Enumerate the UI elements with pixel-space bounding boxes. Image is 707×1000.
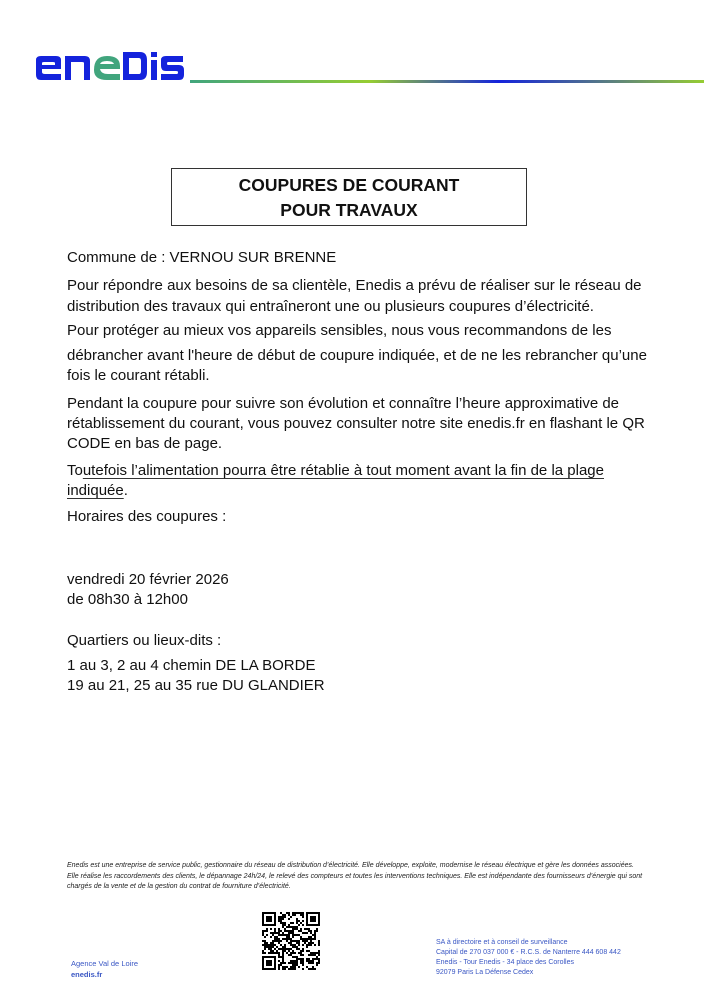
para1-line1: Pour répondre aux besoins de sa clientèle, Enedis a prévu de réaliser sur le réseau de xyxy=(67,277,642,294)
warning-line2 xyxy=(67,481,128,501)
para3-line3: CODE en bas de page. xyxy=(67,435,223,452)
title-box xyxy=(171,168,527,226)
qr-code-image[interactable] xyxy=(262,912,320,970)
enedis-logo xyxy=(34,50,186,84)
warning-line2-underlined: indiquée xyxy=(67,482,124,499)
footer-note: Enedis est une entreprise de service public, gestionnaire du réseau de distribution d’électricité. Elle développe, exploite, modernise le réseau électrique et gère les données associées. Elle réalise les raccordements des clients, le dépannage 24h/24, le relevé des compteurs et toutes les interventions techniques. Elle est indépendante des fournisseurs d’énergie qui sont chargés de la vente et de la gestion du contrat de fourniture d’électricité. xyxy=(67,862,643,890)
header-divider xyxy=(190,80,704,83)
legal-line-4: 92079 Paris La Défense Cedex xyxy=(436,969,534,976)
agency-block xyxy=(71,958,138,980)
qr-code[interactable] xyxy=(262,912,320,970)
para3-line2: rétablissement du courant, vous pouvez consulter notre site enedis.fr en flashant le QR xyxy=(67,415,645,432)
legal-line-3: Enedis - Tour Enedis - 34 place des Corolles xyxy=(436,959,575,966)
commune: Commune de : VERNOU SUR BRENNE xyxy=(67,249,337,266)
para1-line2: distribution des travaux qui entraîneront une ou plusieurs coupures d’électricité. xyxy=(67,298,594,315)
website-link[interactable]: enedis.fr xyxy=(71,970,103,979)
para2-line3: fois le courant rétabli. xyxy=(67,367,210,384)
warning-line2-end: . xyxy=(123,482,128,499)
place-item: 19 au 21, 25 au 35 rue DU GLANDIER xyxy=(67,677,325,694)
warning-line1-start: To xyxy=(67,462,83,479)
place-item: 1 au 3, 2 au 4 chemin DE LA BORDE xyxy=(67,657,316,674)
places-label: Quartiers ou lieux-dits : xyxy=(67,632,222,649)
schedule-label: Horaires des coupures : xyxy=(67,508,227,525)
warning-line1 xyxy=(67,461,604,481)
title-line-2: POUR TRAVAUX xyxy=(280,200,418,220)
warning-line1-underlined: utefois l’alimentation pourra être rétablie à tout moment avant la fin de la plage xyxy=(82,462,604,479)
legal-block xyxy=(436,938,621,978)
para2-line2: débrancher avant l'heure de début de coupure indiquée, et de ne les rebrancher qu’une xyxy=(67,347,647,364)
outage-date: vendredi 20 février 2026 xyxy=(67,571,229,588)
para3-line1: Pendant la coupure pour suivre son évolution et connaître l’heure approximative de xyxy=(67,395,620,412)
agency-name: Agence Val de Loire xyxy=(71,959,138,968)
para2-line1: Pour protéger au mieux vos appareils sensibles, nous vous recommandons de les xyxy=(67,322,612,339)
outage-time: de 08h30 à 12h00 xyxy=(67,591,188,608)
enedis-logo-mark xyxy=(34,50,186,84)
legal-line-2: Capital de 270 037 000 € - R.C.S. de Nanterre 444 608 442 xyxy=(436,949,621,956)
legal-line-1: SA à directoire et à conseil de surveillance xyxy=(436,939,568,946)
title-line-1: COUPURES DE COURANT xyxy=(238,175,460,195)
